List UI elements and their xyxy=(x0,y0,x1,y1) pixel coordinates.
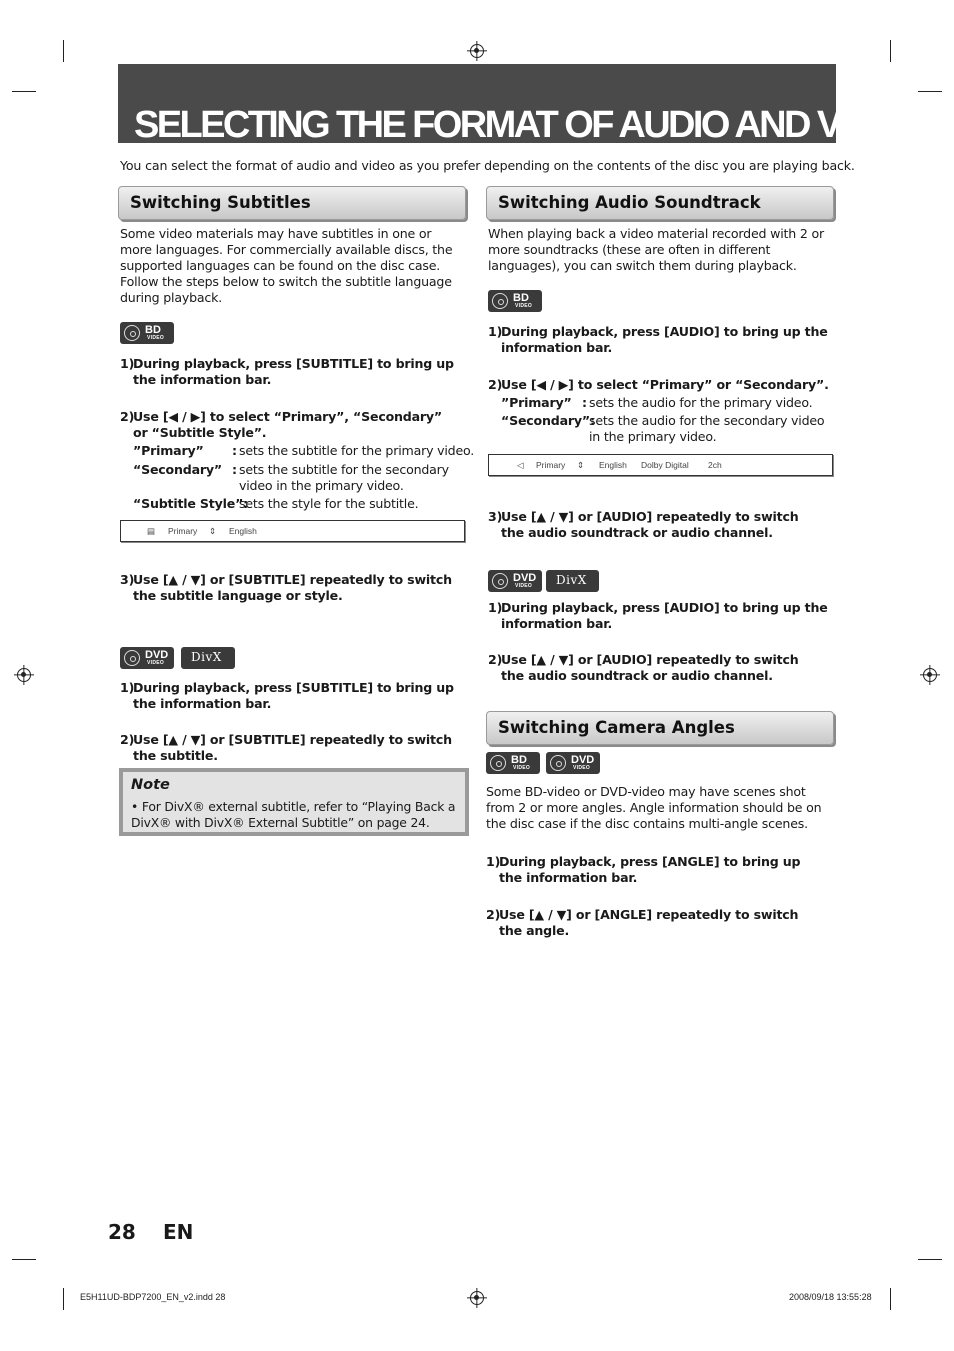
up-down-arrows-icon: ⇕ xyxy=(577,460,585,470)
note-box xyxy=(119,768,469,836)
definition-primary: ”Primary” : sets the subtitle for the primary video. xyxy=(133,443,475,458)
subtitle-icon: ▤ xyxy=(147,526,156,536)
registration-mark-icon xyxy=(470,1291,484,1305)
dvd-video-badge: DVD VIDEO xyxy=(546,752,600,774)
footer-date: 2008/09/18 13:55:28 xyxy=(789,1292,872,1302)
disc-icon xyxy=(124,325,140,341)
crop-mark xyxy=(63,1288,64,1310)
section-title: Switching Camera Angles xyxy=(498,718,735,737)
note-title: Note xyxy=(131,777,170,793)
crop-mark xyxy=(63,40,64,62)
definition-secondary: “Secondary”: sets the audio for the secondary video in the primary video. xyxy=(501,413,825,444)
subtitle-info-bar: ▤ Primary ⇕ English xyxy=(120,520,465,542)
registration-mark-icon xyxy=(470,44,484,58)
subtitle-dvd-step-1: 1) During playback, press [SUBTITLE] to bring up the information bar. xyxy=(120,680,454,711)
crop-mark xyxy=(12,1259,36,1260)
footer-file: E5H11UD-BDP7200_EN_v2.indd 28 xyxy=(80,1292,226,1302)
audio-dvd-step-2: 2) Use [▲ / ▼] or [AUDIO] repeatedly to switch the audio soundtrack or audio channel. xyxy=(488,652,799,683)
audio-bd-step-2: 2) Use [◀ / ▶] to select “Primary” or “Secondary”. xyxy=(488,377,829,392)
definition-subtitle-style: “Subtitle Style”: sets the style for the subtitle. xyxy=(133,496,419,511)
bd-video-badge: BD VIDEO xyxy=(486,752,540,774)
section-title: Switching Audio Soundtrack xyxy=(498,193,761,212)
disc-icon xyxy=(492,293,508,309)
subtitle-bd-step-1: 1) During playback, press [SUBTITLE] to bring up the information bar. xyxy=(120,356,454,387)
dvd-video-badge: DVD VIDEO xyxy=(488,570,542,592)
registration-mark-icon xyxy=(923,668,937,682)
audio-info-bar: ◁ Primary ⇕ English Dolby Digital 2ch xyxy=(488,454,833,476)
disc-icon xyxy=(124,650,140,666)
bd-video-badge: BD VIDEO xyxy=(488,290,542,312)
subtitle-dvd-step-2: 2) Use [▲ / ▼] or [SUBTITLE] repeatedly to switch the subtitle. xyxy=(120,732,452,763)
registration-mark-icon xyxy=(17,668,31,682)
audio-bd-step-1: 1) During playback, press [AUDIO] to bring up the information bar. xyxy=(488,324,828,355)
divx-badge: DivX xyxy=(546,570,599,592)
definition-secondary: “Secondary” : sets the subtitle for the secondary video in the primary video. xyxy=(133,462,449,493)
up-down-arrows-icon: ⇕ xyxy=(209,526,217,536)
note-text: • For DivX® external subtitle, refer to “Playing Back a DivX® with DivX® External Subtitle” on page 24. xyxy=(131,799,456,830)
definition-primary: ”Primary” : sets the audio for the primary video. xyxy=(501,395,813,410)
crop-mark xyxy=(890,1288,891,1310)
crop-mark xyxy=(12,91,36,92)
speaker-icon: ◁ xyxy=(517,460,524,470)
page-intro: You can select the format of audio and video as you prefer depending on the contents of the disc you are playing back. xyxy=(120,158,855,173)
section-header-subtitles xyxy=(118,186,466,220)
angle-step-2: 2) Use [▲ / ▼] or [ANGLE] repeatedly to switch the angle. xyxy=(486,907,799,938)
subtitle-bd-step-2: 2) Use [◀ / ▶] to select “Primary”, “Secondary” or “Subtitle Style”. xyxy=(120,409,443,440)
bd-video-badge: BD VIDEO xyxy=(120,322,174,344)
dvd-video-badge: DVD VIDEO xyxy=(120,647,174,669)
crop-mark xyxy=(890,40,891,62)
section-header-angles xyxy=(486,711,834,745)
angles-intro: Some BD-video or DVD-video may have scenes shot from 2 or more angles. Angle information should be on the disc case if the disc contains multi-angle scenes. xyxy=(486,784,822,831)
crop-mark xyxy=(918,1259,942,1260)
crop-mark xyxy=(918,91,942,92)
disc-icon xyxy=(490,755,506,771)
page-number: 28 xyxy=(108,1220,136,1244)
subtitle-bd-step-3: 3) Use [▲ / ▼] or [SUBTITLE] repeatedly to switch the subtitle language or style. xyxy=(120,572,452,603)
audio-dvd-step-1: 1) During playback, press [AUDIO] to bring up the information bar. xyxy=(488,600,828,631)
page-title: SELECTING THE FORMAT OF AUDIO AND VIDEO xyxy=(134,104,923,146)
section-header-audio xyxy=(486,186,834,220)
disc-icon xyxy=(492,573,508,589)
audio-bd-step-3: 3) Use [▲ / ▼] or [AUDIO] repeatedly to switch the audio soundtrack or audio channel. xyxy=(488,509,799,540)
audio-intro: When playing back a video material recorded with 2 or more soundtracks (these are often in different languages), you can switch them during playback. xyxy=(488,226,824,273)
divx-badge: DivX xyxy=(181,647,235,669)
section-title: Switching Subtitles xyxy=(130,193,311,212)
page-language: EN xyxy=(163,1220,194,1244)
subtitles-intro: Some video materials may have subtitles in one or more languages. For commercially available discs, the supported languages can be found on the disc case. Follow the steps below to switch the subtitle language during playback. xyxy=(120,226,453,305)
disc-icon xyxy=(550,755,566,771)
angle-step-1: 1) During playback, press [ANGLE] to bring up the information bar. xyxy=(486,854,801,885)
